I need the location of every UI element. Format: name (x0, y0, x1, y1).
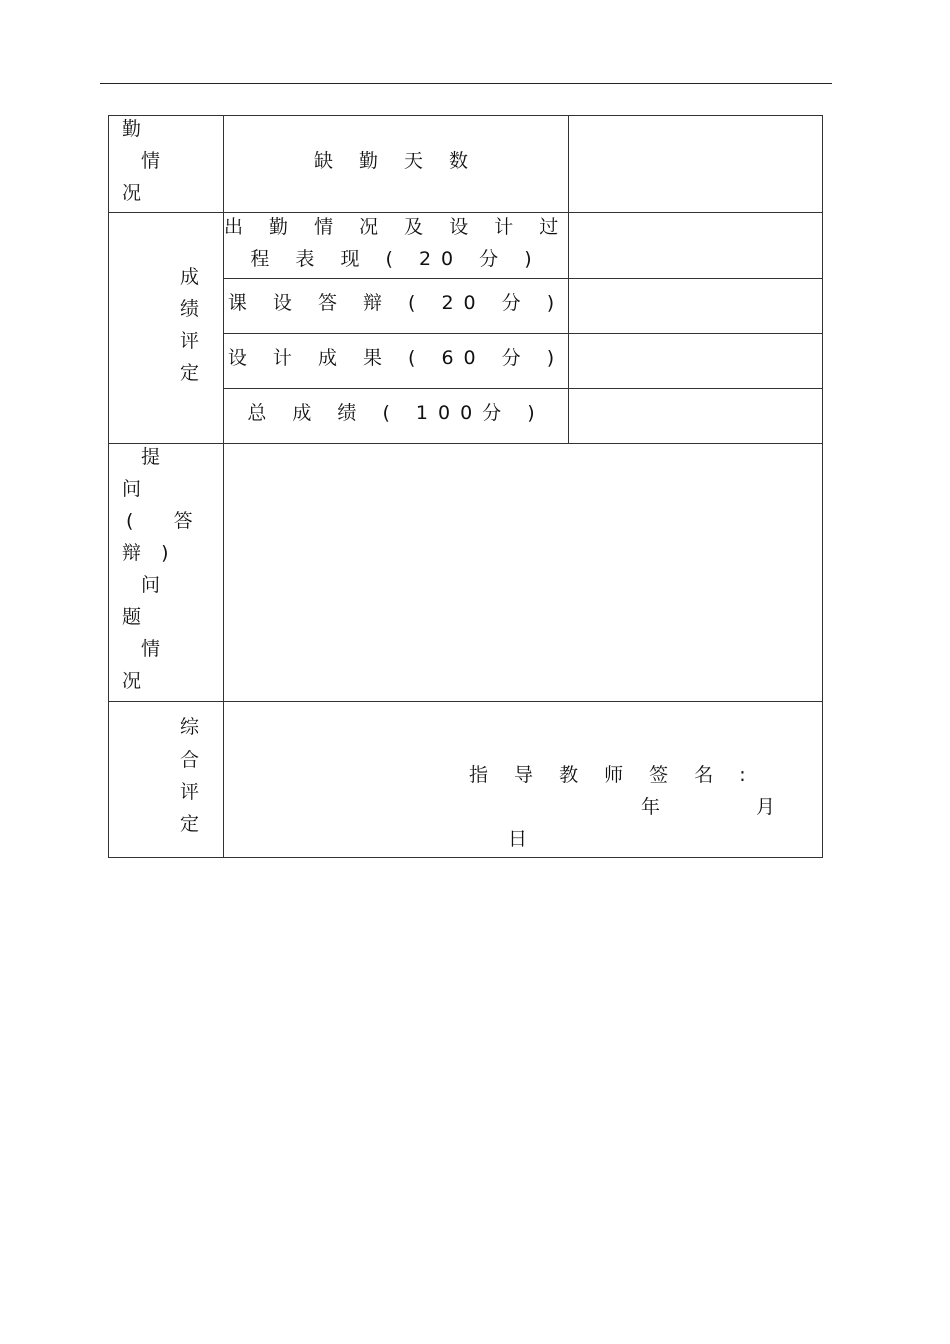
absent-days-label: 缺 勤 天 数 (313, 150, 479, 172)
attendance-label-char: 况 (122, 182, 142, 204)
grading-item-label: 设 计 成 果 ( 60 分 ) (227, 347, 565, 369)
table-border-right (822, 115, 823, 858)
overall-label-char: 评 (180, 781, 200, 803)
teacher-signature-label: 指 导 教 师 签 名 : (469, 764, 756, 786)
grading-item-label: 总 成 绩 ( 100分 ) (247, 402, 545, 424)
overall-label-char: 合 (180, 749, 200, 771)
attendance-label-char: 情 (141, 150, 161, 172)
grading-label-char: 定 (180, 362, 200, 384)
questions-label-line: ( 答 (126, 510, 193, 532)
row-divider (108, 701, 823, 702)
row-divider (108, 212, 823, 213)
grading-item-label: 出 勤 情 况 及 设 计 过 (224, 216, 569, 238)
table-border-top (108, 115, 823, 116)
grading-label-char: 绩 (180, 298, 200, 320)
questions-label-line: 问 (141, 574, 161, 596)
grading-item-label: 课 设 答 辩 ( 20 分 ) (227, 292, 565, 314)
grading-label-char: 成 (180, 266, 200, 288)
questions-label-line: 情 (141, 638, 161, 660)
date-year-label: 年 (641, 796, 661, 818)
row-divider (223, 278, 823, 279)
attendance-label-char: 勤 (122, 118, 142, 140)
row-divider (108, 443, 823, 444)
table-border-left (108, 115, 109, 858)
row-divider (223, 388, 823, 389)
questions-label-line: 提 (141, 446, 161, 468)
table-border-bottom (108, 857, 823, 858)
header-rule (100, 83, 832, 84)
row-divider (223, 333, 823, 334)
overall-label-char: 定 (180, 813, 200, 835)
column-divider (568, 115, 569, 444)
grading-item-label: 程 表 现 ( 20 分 ) (250, 248, 542, 270)
date-day-label: 日 (508, 828, 528, 850)
overall-label-char: 综 (180, 716, 200, 738)
questions-label-line: 题 (122, 606, 142, 628)
questions-label-line: 问 (122, 478, 142, 500)
questions-label-line: 辩 ) (122, 542, 169, 564)
questions-label-line: 况 (122, 670, 142, 692)
grading-label-char: 评 (180, 330, 200, 352)
date-month-label: 月 (756, 796, 776, 818)
